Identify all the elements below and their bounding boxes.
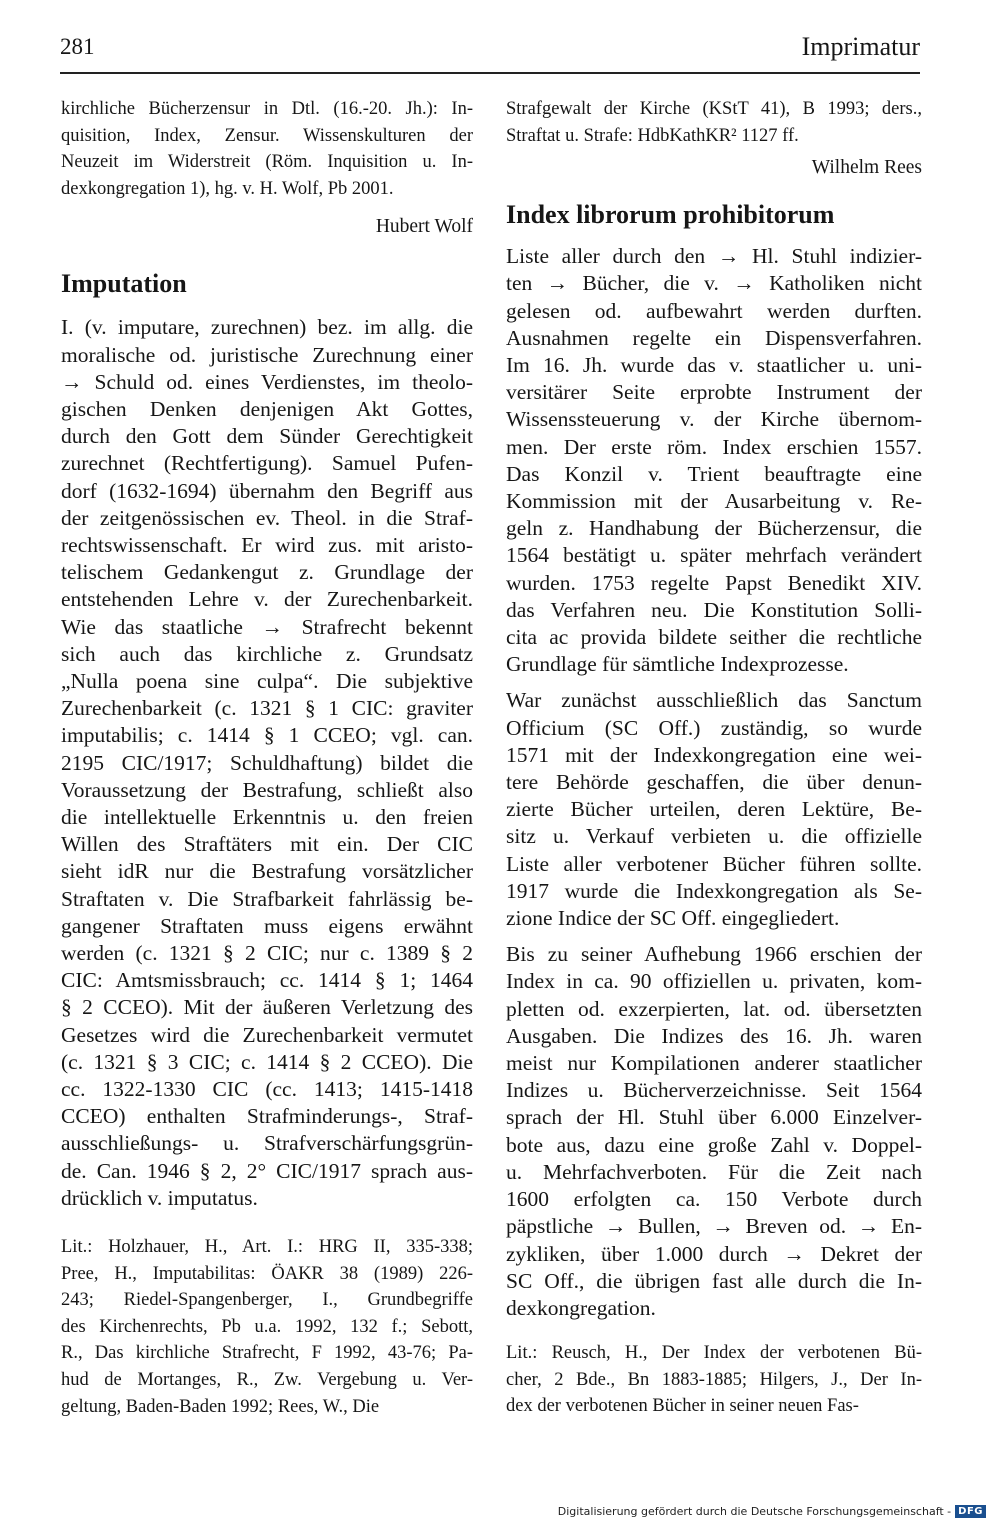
text-line: cc. 1322-1330 CIC (cc. 1413; 1415-1418 — [61, 1077, 473, 1102]
text-line: Das Konzil v. Trient beauftragte eine — [506, 461, 922, 486]
text-line: CIC: Amtsmissbrauch; cc. 1414 § 1; 1464 — [61, 968, 473, 993]
digitization-footer — [558, 1505, 986, 1518]
text-line: durch den Gott dem Sünder Gerechtigkeit — [61, 424, 473, 449]
text-line: sich auch das kirchliche z. Grundsatz — [61, 641, 473, 666]
text-line: Wie das staatliche → Strafrecht bekennt — [61, 614, 473, 639]
text-line: quisition, Index, Zensur. Wissenskulturen der — [61, 125, 473, 146]
text-line: päpstliche → Bullen, → Breven od. → En- — [506, 1214, 922, 1239]
continued-bibliography — [61, 96, 473, 202]
text-line: zierte Bücher urteilen, deren Lektüre, Be- — [506, 797, 922, 822]
text-line: Im 16. Jh. wurde das v. staatlicher u. uni- — [506, 353, 922, 377]
text-line: Officium (SC Off.) zuständig, so wurde — [506, 715, 922, 740]
text-line: cher, 2 Bde., Bn 1883-1885; Hilgers, J., Der In- — [506, 1369, 922, 1390]
text-line: cita ac provida bildete seither die rechtliche — [506, 625, 922, 650]
text-line: § 2 CCEO). Mit der äußeren Verletzung des — [61, 995, 473, 1020]
text-line: imputabilis; c. 1414 § 1 CCEO; vgl. can. — [61, 723, 473, 748]
text-line: 243; Riedel-Spangenberger, I., Grundbegriffe — [61, 1290, 473, 1311]
text-line: War zunächst ausschließlich das Sanctum — [506, 688, 922, 713]
text-line: ten → Bücher, die v. → Katholiken nicht — [506, 271, 922, 296]
text-line: Straftat u. Strafe: HdbKathKR² 1127 ff. — [506, 125, 799, 146]
right-column — [506, 96, 922, 1420]
text-line: meist nur Kompilationen anderer staatlicher — [506, 1051, 922, 1076]
text-line: 1917 wurde die Indexkongregation als Se- — [506, 878, 922, 903]
literature-imputation — [61, 1234, 473, 1420]
footer-text: Digitalisierung gefördert durch die Deutsche Forschungsgemeinschaft - — [557, 1505, 952, 1518]
text-line: gischen Denken denjenigen Akt Gottes, — [61, 396, 473, 421]
text-line: „Nulla poena sine culpa“. Die subjektive — [61, 669, 473, 694]
text-line: I. (v. imputare, zurechnen) bez. im allg. die — [61, 315, 473, 340]
text-line: geltung, Baden-Baden 1992; Rees, W., Die — [61, 1396, 380, 1417]
text-line: Gesetzes wird die Zurechenbarkeit vermutet — [61, 1022, 473, 1047]
text-line: Grundlage für sämtliche Indexprozesse. — [506, 652, 849, 677]
text-line: dorf (1632-1694) übernahm den Begriff aus — [61, 478, 473, 503]
text-line: ausschließungs- u. Strafverschärfungsgrün- — [61, 1131, 473, 1156]
text-line: sitz u. Verkauf verbieten u. die offizielle — [506, 824, 922, 849]
text-line: hud de Mortanges, R., Zw. Vergebung u. Ver- — [61, 1370, 473, 1391]
text-line: Wissenssteuerung v. der Kirche übernom- — [506, 407, 922, 432]
text-line: Straftaten v. Die Strafbarkeit fahrlässig be- — [61, 886, 473, 911]
text-line: CCEO) enthalten Strafminderungs-, Straf- — [61, 1104, 473, 1129]
text-line: werden (c. 1321 § 2 CIC; nur c. 1389 § 2 — [61, 941, 473, 966]
text-line: dexkongregation 1), hg. v. H. Wolf, Pb 2001. — [61, 178, 394, 199]
text-line: Ausnahmen regelte ein Dispensverfahren. — [506, 325, 922, 350]
text-line: R., Das kirchliche Strafrecht, F 1992, 43-76; Pa- — [61, 1343, 473, 1364]
text-line: drücklich v. imputatus. — [61, 1185, 258, 1210]
entry-heading-imputation: Imputation — [61, 269, 187, 299]
text-line: geln z. Handhabung der Bücherzensur, die — [506, 516, 922, 541]
text-line: Liste aller verbotener Bücher führen sollte. — [506, 851, 922, 876]
text-line: Liste aller durch den → Hl. Stuhl indizier- — [506, 244, 922, 269]
text-line: 1571 mit der Indexkongregation eine wei- — [506, 742, 922, 767]
author-signature-rees: Wilhelm Rees — [811, 157, 922, 179]
text-line: zurechnet (Rechtfertigung). Samuel Pufen- — [61, 451, 473, 476]
index-paragraph-2 — [506, 687, 922, 932]
entry-body-imputation — [61, 314, 473, 1212]
text-line: (c. 1321 § 3 CIC; c. 1414 § 2 CCEO). Die — [61, 1049, 473, 1074]
text-line: sprach der Hl. Stuhl über 6.000 Einzelver- — [506, 1105, 922, 1130]
text-line: zykliken, über 1.000 durch → Dekret der — [506, 1241, 922, 1266]
dfg-logo: DFG — [955, 1505, 986, 1518]
text-line: Lit.: Reusch, H., Der Index der verbotenen Bü- — [506, 1343, 922, 1364]
index-paragraph-3 — [506, 941, 922, 1322]
text-line: 1600 erfolgten ca. 150 Verbote durch — [506, 1187, 922, 1212]
page-number: 281 — [60, 34, 95, 59]
text-line: gelesen od. aufbewahrt werden durften. — [506, 298, 922, 323]
text-line: des Kirchenrechts, Pb u.a. 1992, 132 f.; Sebott, — [61, 1316, 473, 1337]
text-line: gangener Straftaten muss eigens erwähnt — [61, 913, 473, 938]
text-line: sieht idR nur die Bestrafung vorsätzlicher — [61, 859, 473, 884]
text-line: Voraussetzung der Bestrafung, schließt also — [61, 777, 473, 802]
text-line: Kommission mit der Ausarbeitung v. Re- — [506, 489, 922, 514]
text-line: Bis zu seiner Aufhebung 1966 erschien der — [506, 942, 922, 967]
text-line: Zurechenbarkeit (c. 1321 § 1 CIC: graviter — [61, 696, 473, 721]
text-line: u. Mehrfachverboten. Für die Zeit nach — [506, 1159, 922, 1184]
text-line: die intellektuelle Erkenntnis u. den freien — [61, 805, 473, 830]
text-line: Willen des Straftäters mit ein. Der CIC — [61, 832, 473, 857]
text-line: 1564 bestätigt u. später mehrfach verändert — [506, 543, 922, 568]
left-column — [61, 96, 473, 1420]
author-signature: Hubert Wolf — [375, 216, 473, 238]
text-line: rechtswissenschaft. Er wird zus. mit aristo- — [61, 533, 473, 557]
text-line: bote aus, dazu eine große Zahl v. Doppel- — [506, 1132, 922, 1157]
text-line: tere Behörde geschaffen, die über denun- — [506, 770, 922, 795]
text-line: dexkongregation. — [506, 1295, 656, 1320]
text-line: wurden. 1753 regelte Papst Benedikt XIV. — [506, 570, 922, 595]
text-line: Indizes u. Bücherverzeichnisse. Seit 1564 — [506, 1078, 922, 1103]
index-paragraph-1 — [506, 243, 922, 678]
text-line: moralische od. juristische Zurechnung einer — [61, 342, 473, 367]
text-line: men. Der erste röm. Index erschien 1557. — [506, 434, 922, 459]
text-line: Lit.: Holzhauer, H., Art. I.: HRG II, 335-338; — [61, 1237, 473, 1258]
text-line: Ausgaben. Die Indizes des 16. Jh. waren — [506, 1023, 922, 1048]
text-line: Index in ca. 90 offiziellen u. privaten, kom- — [506, 969, 922, 994]
literature-index — [506, 1340, 922, 1420]
text-line: telischem Gedankengut z. Grundlage der — [61, 560, 473, 585]
text-line: Strafgewalt der Kirche (KStT 41), B 1993; ders., — [506, 99, 922, 119]
text-line: Neuzeit im Widerstreit (Röm. Inquisition u. In- — [61, 152, 473, 173]
text-line: SC Off., die übrigen fast alle durch die In- — [506, 1268, 922, 1293]
text-line: 2195 CIC/1917; Schuldhaftung) bildet die — [61, 750, 473, 775]
text-line: versitärer Seite erprobte Instrument der — [506, 380, 922, 405]
text-line: dex der verbotenen Bücher in seiner neuen Fas- — [506, 1396, 859, 1417]
text-line: entstehenden Lehre v. der Zurechenbarkeit. — [61, 587, 473, 612]
page-header — [60, 30, 920, 74]
continued-bibliography-right — [506, 96, 922, 149]
text-line: der zeitgenössischen ev. Theol. in die Straf- — [61, 505, 473, 530]
text-line: Pree, H., Imputabilitas: ÖAKR 38 (1989) 226- — [61, 1263, 473, 1284]
text-line: → Schuld od. eines Verdienstes, im theolo- — [61, 369, 473, 394]
text-line: pletten od. exzerpierten, lat. od. übersetzten — [506, 996, 922, 1021]
text-line: zione Indice der SC Off. eingegliedert. — [506, 906, 840, 931]
text-line: das Verfahren neu. Die Konstitution Solli- — [506, 597, 922, 622]
running-head: Imprimatur — [801, 32, 920, 61]
entry-heading-index: Index librorum prohibitorum — [506, 200, 835, 230]
text-line: kirchliche Bücherzensur in Dtl. (16.-20. Jh.): In- — [61, 99, 473, 119]
text-line: de. Can. 1946 § 2, 2° CIC/1917 sprach aus- — [61, 1158, 473, 1183]
